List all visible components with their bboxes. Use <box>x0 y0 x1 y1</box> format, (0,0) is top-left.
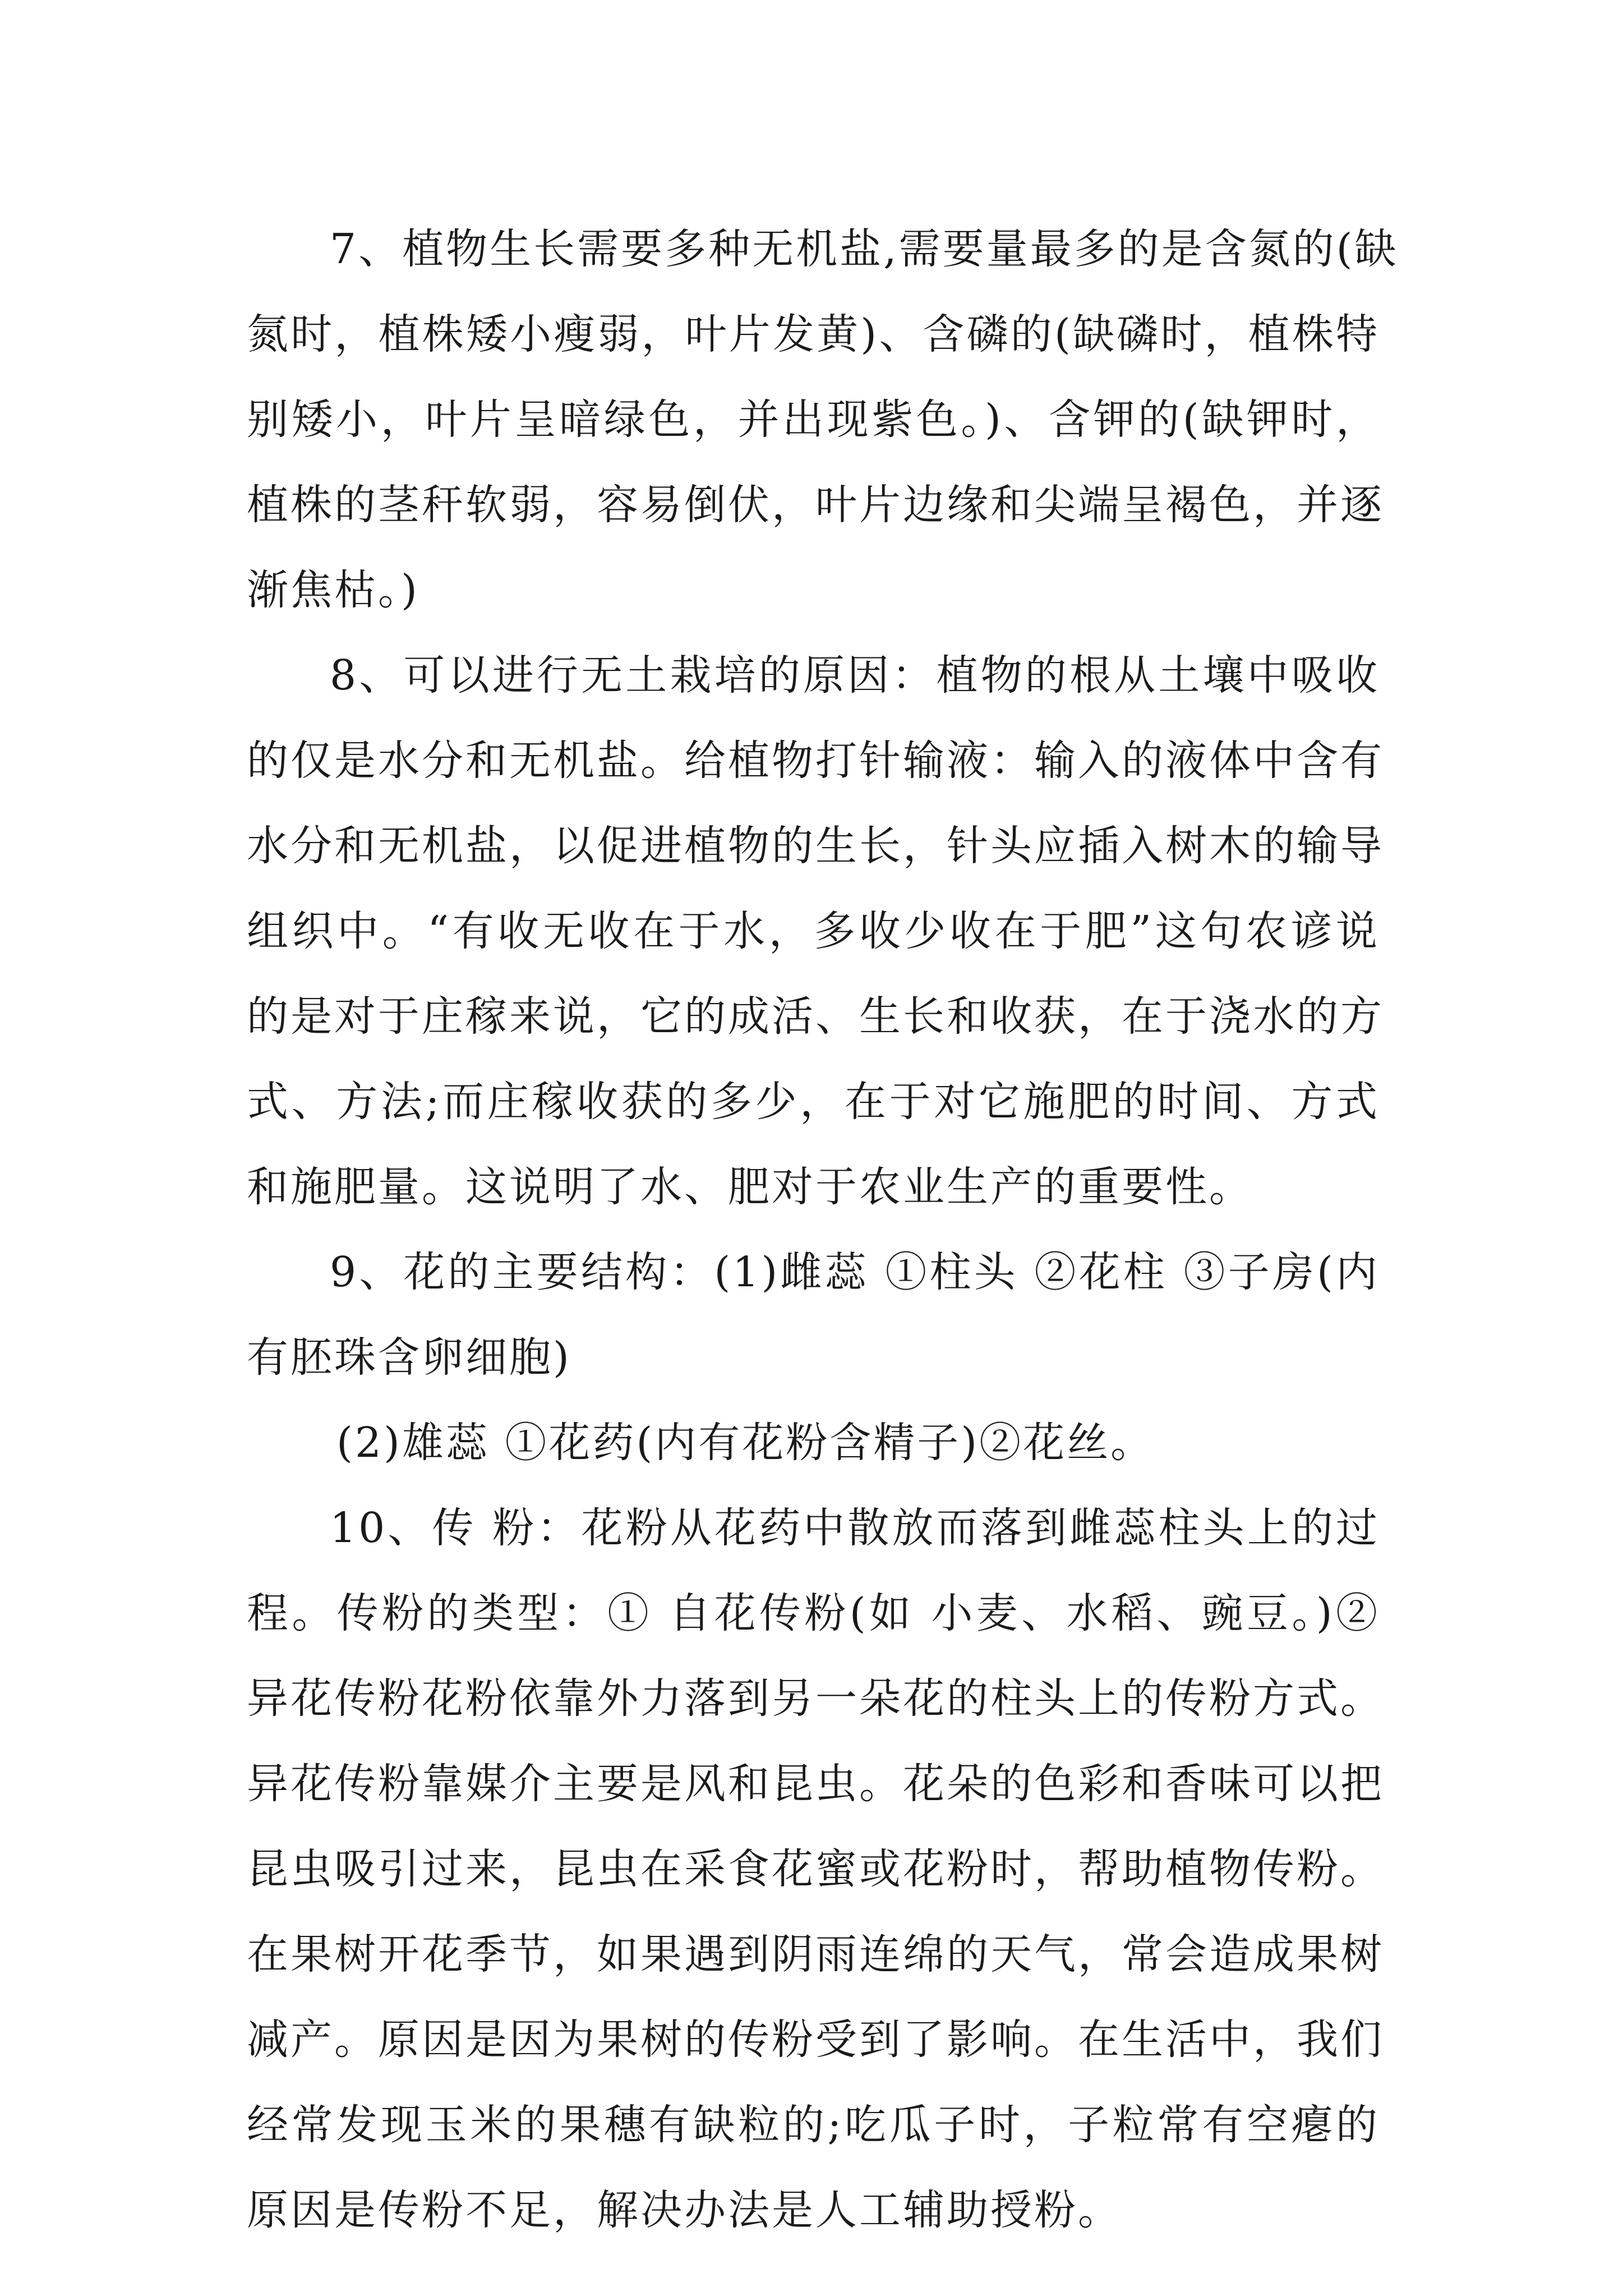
text-line: 在果树开花季节，如果遇到阴雨连绵的天气，常会造成果树 <box>247 1930 1384 1978</box>
text-line: 和施肥量。这说明了水、肥对于农业生产的重要性。 <box>247 1163 1253 1211</box>
text-line: 的是对于庄稼来说，它的成活、生长和收获，在于浇水的方 <box>247 992 1384 1041</box>
text-line: 昆虫吸引过来，昆虫在采食花蜜或花粉时，帮助植物传粉。 <box>247 1845 1384 1893</box>
paragraph-8 <box>247 633 1384 1230</box>
text-line: 异花传粉花粉依靠外力落到另一朵花的柱头上的传粉方式。 <box>247 1674 1384 1723</box>
text-line: 程。传粉的类型：① 自花传粉(如 小麦、水稻、豌豆。)② <box>247 1589 1380 1637</box>
text-line: 异花传粉靠媒介主要是风和昆虫。花朵的色彩和香味可以把 <box>247 1760 1384 1808</box>
paragraph-10 <box>247 1485 1384 2253</box>
text-line: 植株的茎秆软弱，容易倒伏，叶片边缘和尖端呈褐色，并逐 <box>247 481 1384 529</box>
text-line: 式、方法;而庄稼收获的多少，在于对它施肥的时间、方式 <box>247 1078 1380 1126</box>
text-line: 组织中。“有收无收在于水，多收少收在于肥”这句农谚说 <box>247 907 1380 955</box>
text-line: 渐焦枯。) <box>247 566 419 614</box>
text-line: (2)雄蕊 ①花药(内有花粉含精子)②花丝。 <box>336 1419 1155 1467</box>
document-body <box>247 206 1399 2253</box>
text-line: 氮时，植株矮小瘦弱，叶片发黄)、含磷的(缺磷时，植株特 <box>247 310 1380 358</box>
text-line: 原因是传粉不足，解决办法是人工辅助授粉。 <box>247 2186 1122 2234</box>
paragraph-7 <box>247 206 1399 633</box>
text-line: 减产。原因是因为果树的传粉受到了影响。在生活中，我们 <box>247 2016 1384 2064</box>
text-line: 10、传 粉：花粉从花药中散放而落到雌蕊柱头上的过 <box>330 1504 1380 1552</box>
paragraph-9-stamen <box>247 1400 1380 1485</box>
text-line: 8、可以进行无土栽培的原因：植物的根从土壤中吸收 <box>330 651 1380 700</box>
text-line: 有胚珠含卵细胞) <box>247 1333 571 1382</box>
text-line: 7、植物生长需要多种无机盐,需要量最多的是含氮的(缺 <box>330 225 1399 273</box>
text-line: 的仅是水分和无机盐。给植物打针输液：输入的液体中含有 <box>247 737 1384 785</box>
text-line: 别矮小，叶片呈暗绿色，并出现紫色。)、含钾的(缺钾时， <box>247 395 1380 444</box>
text-line: 9、花的主要结构：(1)雌蕊 ①柱头 ②花柱 ③子房(内 <box>330 1248 1380 1296</box>
paragraph-9 <box>247 1230 1380 1400</box>
text-line: 水分和无机盐，以促进植物的生长，针头应插入树木的输导 <box>247 822 1384 870</box>
text-line: 经常发现玉米的果穗有缺粒的;吃瓜子时，子粒常有空瘪的 <box>247 2101 1380 2149</box>
